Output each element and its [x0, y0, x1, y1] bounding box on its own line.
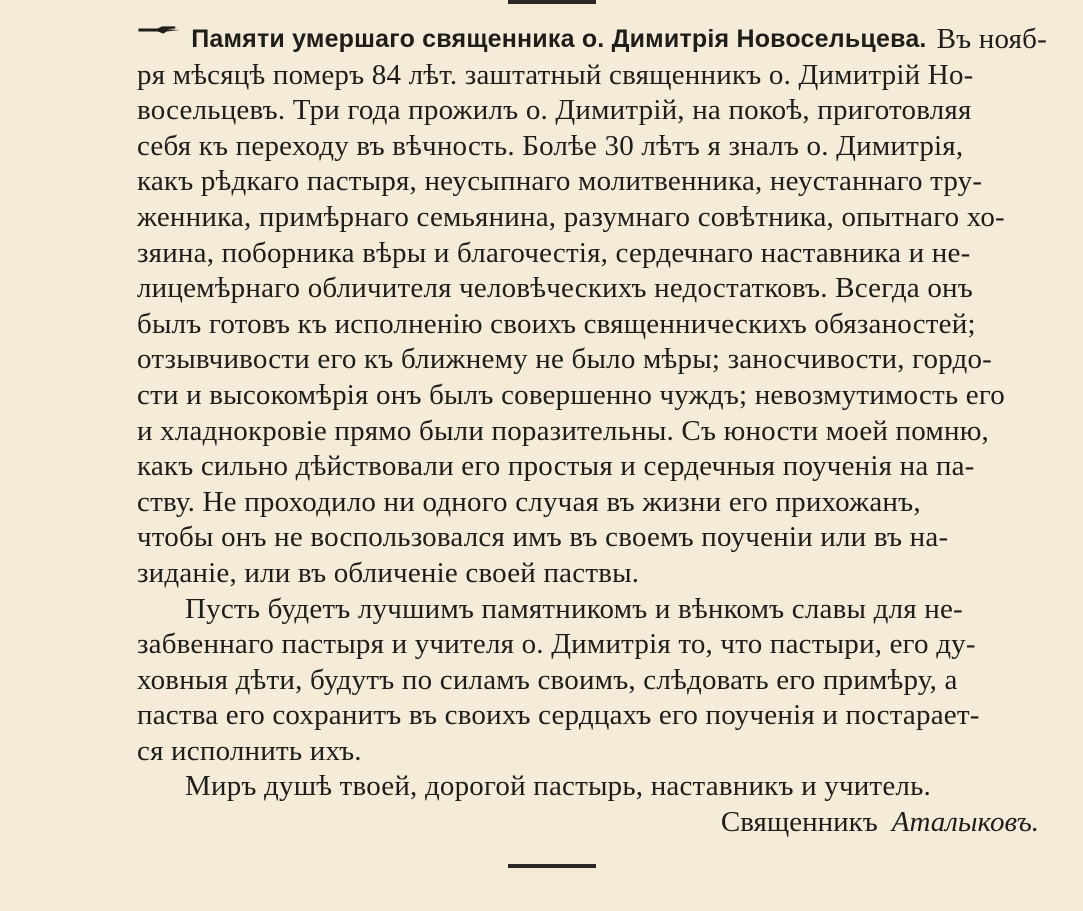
text-line: Въ нояб- [936, 23, 1047, 55]
text-line: ству. Не проходило ни одного случая въ жизни его прихожанъ, [137, 485, 921, 518]
bottom-rule [508, 864, 596, 868]
text-line: какъ рѣдкаго пастыря, неусыпнаго молитвенника, неустаннаго тру- [137, 165, 983, 198]
closing-line: Миръ душѣ твоей, дорогой пастырь, наставникъ и учитель. [185, 770, 931, 803]
signature [721, 800, 1039, 844]
article [137, 22, 1047, 805]
text-line: и хладнокровіе прямо были поразительны. Съ юности моей помню, [137, 414, 990, 447]
text-line: восельцевъ. Три года прожилъ о. Димитрій, на покоѣ, приготовляя [137, 94, 972, 127]
text-line: отзывчивости его къ ближнему не было мѣры; заносчивости, гордо- [137, 343, 993, 376]
article-title: Памяти умершаго священника о. Димитрія Новосельцева. [191, 25, 927, 53]
signature-role: Священникъ [720, 806, 878, 838]
text-line: зиданіе, или въ обличеніе своей паствы. [137, 556, 640, 589]
signature-name: Аталыковъ. [891, 806, 1039, 838]
text-line: лицемѣрнаго обличителя человѣческихъ недостатковъ. Всегда онъ [137, 272, 973, 305]
text-line: ховныя дѣти, будутъ по силамъ своимъ, слѣдовать его примѣру, а [137, 663, 958, 696]
top-rule [508, 0, 596, 4]
text-line: забвеннаго пастыря и учителя о. Димитрія то, что пастыри, его ду- [137, 628, 976, 661]
text-line: какъ сильно дѣйствовали его простыя и сердечныя поученія на па- [137, 450, 975, 483]
text-line: ся исполнить ихъ. [137, 734, 362, 767]
text-line: зяина, поборника вѣры и благочестія, сердечнаго наставника и не- [137, 236, 971, 269]
article-first-line [137, 22, 1047, 58]
text-line: женника, примѣрнаго семьянина, разумнаго совѣтника, опытнаго хо- [137, 200, 1005, 233]
text-line: Пусть будетъ лучшимъ памятникомъ и вѣнкомъ славы для не- [185, 592, 963, 625]
text-line: ря мѣсяцѣ померъ 84 лѣт. заштатный священникъ о. Димитрій Но- [137, 58, 974, 91]
text-line: себя къ переходу въ вѣчность. Болѣе 30 лѣтъ я зналъ о. Димитрія, [137, 129, 964, 162]
pointing-hand-icon [137, 16, 181, 44]
text-line: сти и высокомѣрія онъ былъ совершенно чуждъ; невозмутимость его [137, 378, 1005, 411]
text-line: былъ готовъ къ исполненію своихъ священническихъ обязаностей; [137, 307, 976, 340]
text-line: паства его сохранитъ въ своихъ сердцахъ его поученія и постарает- [137, 699, 980, 732]
text-line: чтобы онъ не воспользовался имъ въ своемъ поученіи или въ на- [137, 521, 949, 554]
